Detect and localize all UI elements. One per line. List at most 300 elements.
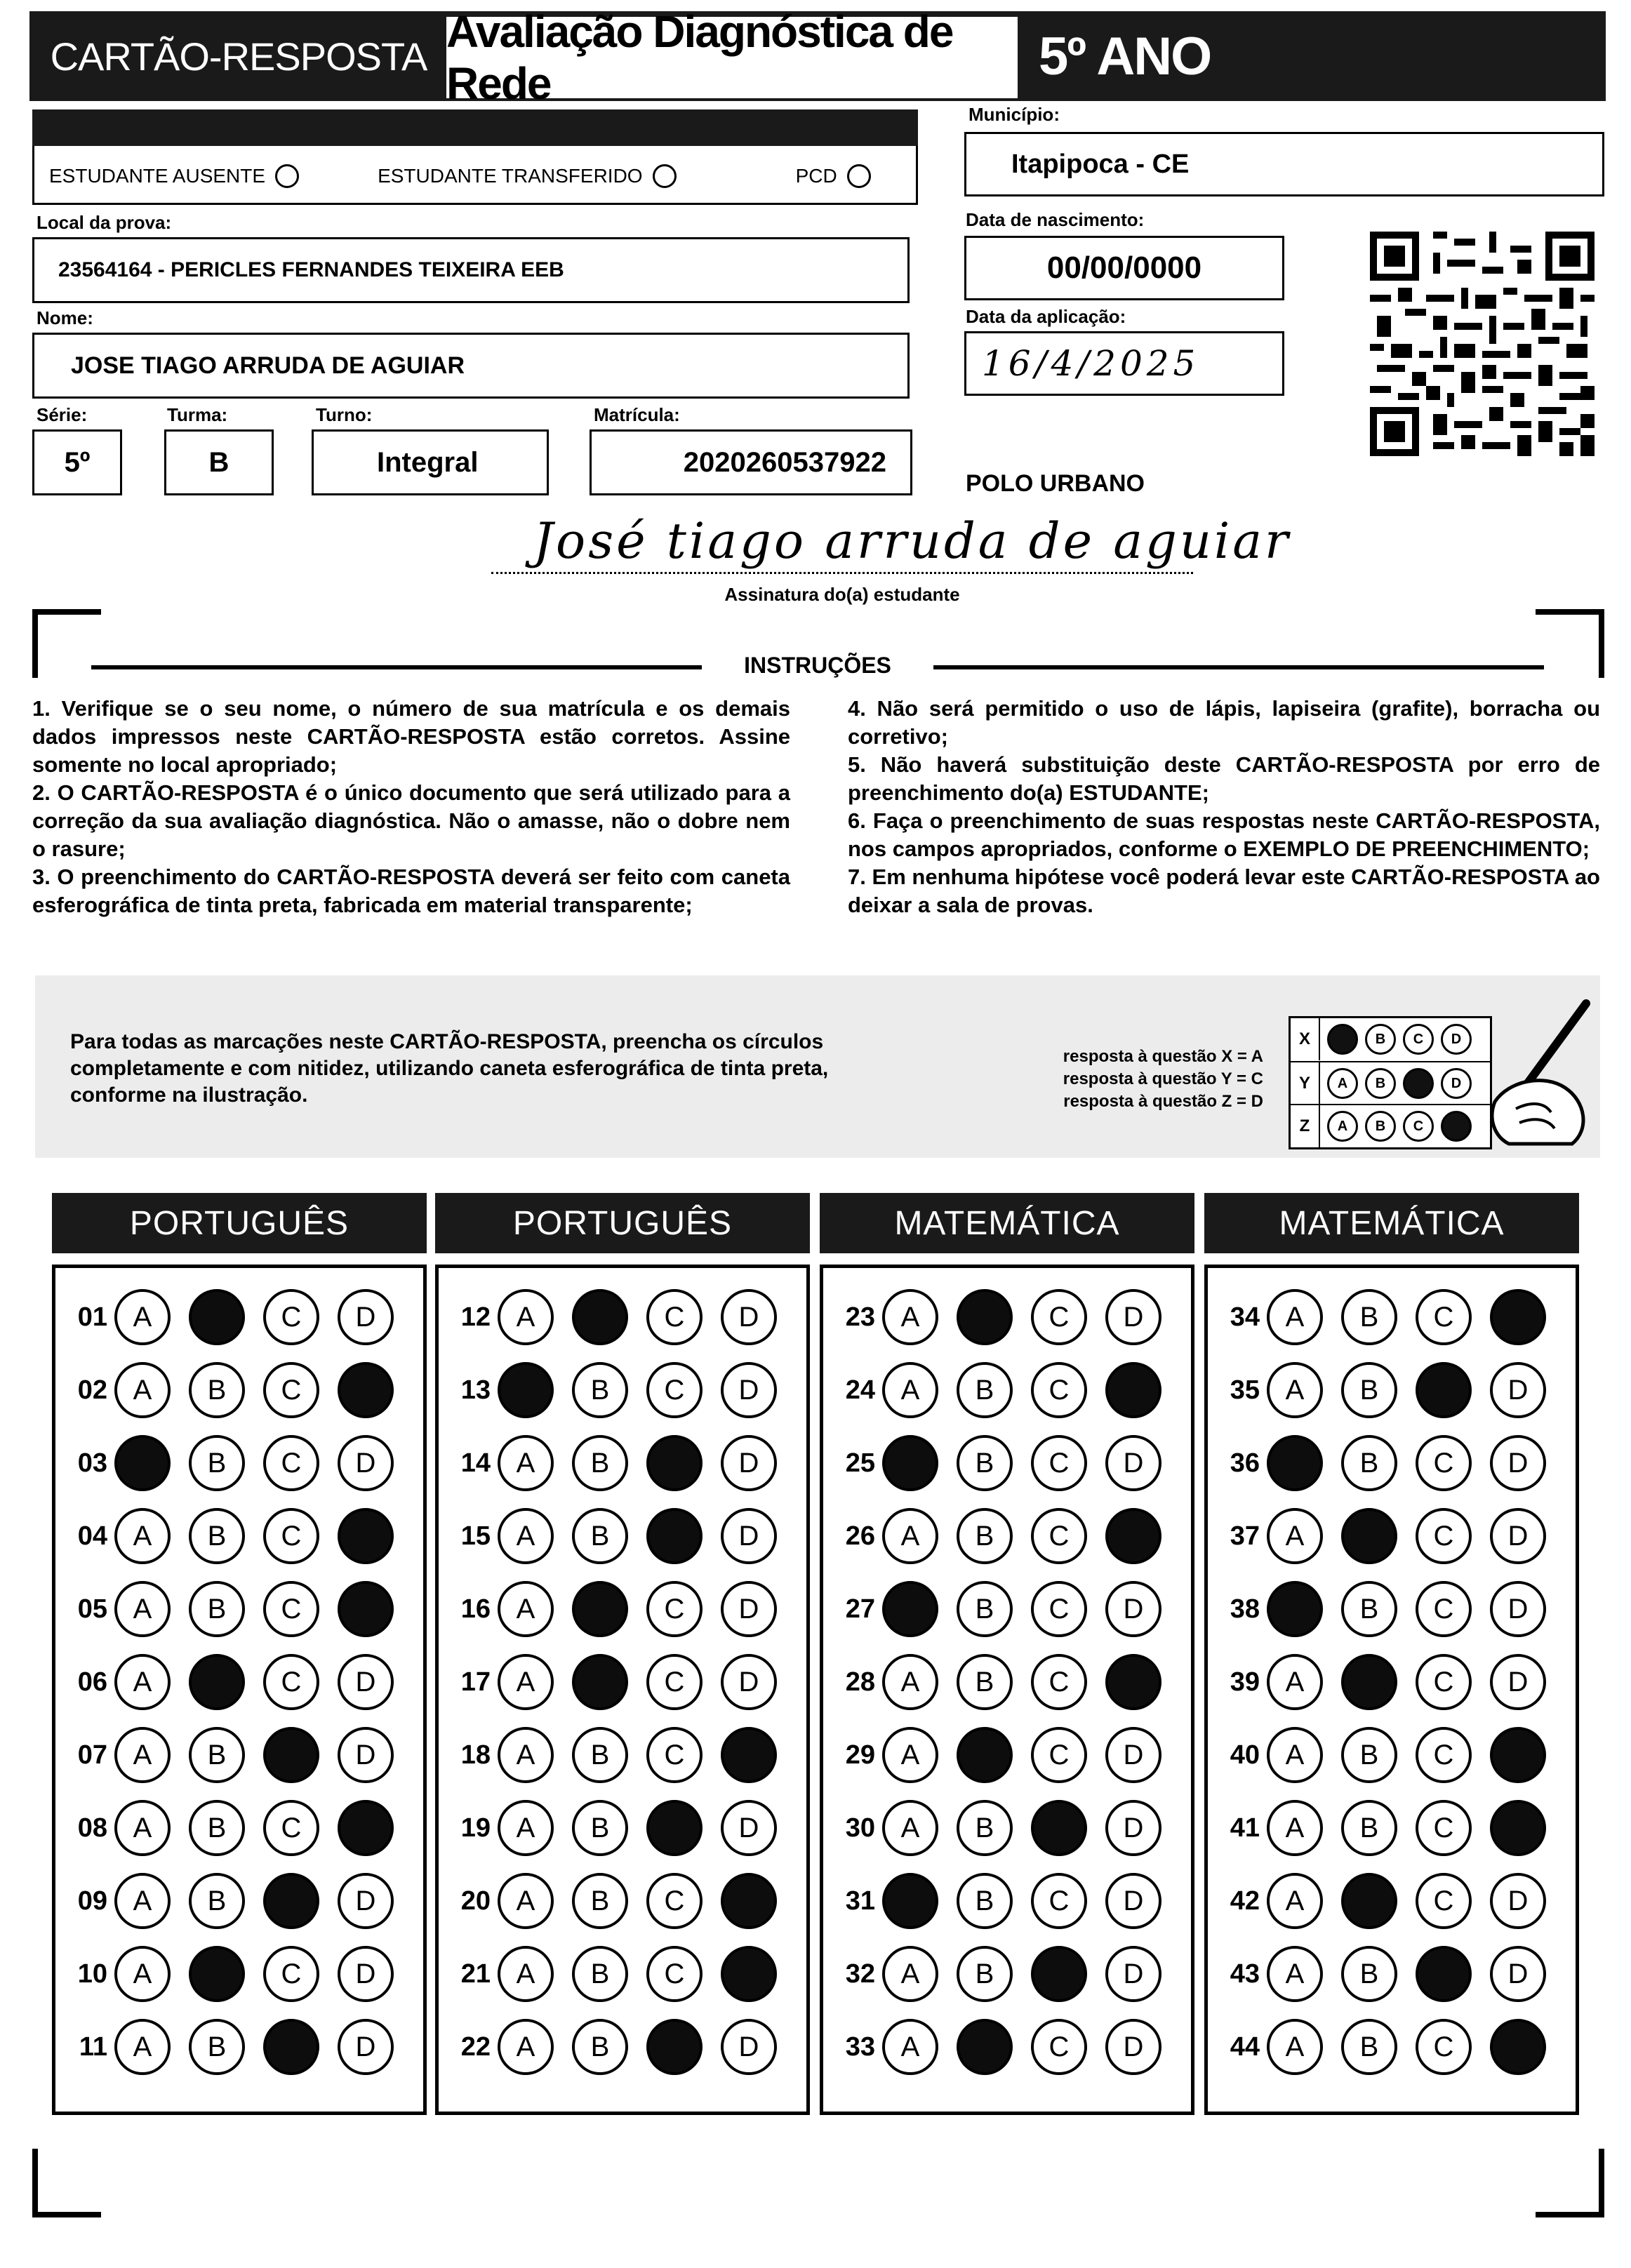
answer-bubble-a[interactable] xyxy=(1267,1727,1323,1783)
answer-bubble-a[interactable] xyxy=(114,1362,171,1418)
question-number: 27 xyxy=(845,1594,875,1624)
answer-bubble-b[interactable] xyxy=(957,1508,1013,1564)
answer-bubble-a[interactable] xyxy=(498,1654,554,1710)
answer-bubble-c[interactable] xyxy=(1031,1508,1087,1564)
bubble-letter: B xyxy=(975,1666,994,1697)
answer-bubble-d[interactable] xyxy=(338,1873,394,1929)
bubble-letter: B xyxy=(207,1520,227,1552)
answer-bubble-a[interactable] xyxy=(498,1873,554,1929)
question-row xyxy=(1208,1289,1576,1345)
answer-bubble-a[interactable] xyxy=(498,1946,554,2002)
bubble-letter: A xyxy=(133,1958,152,1989)
answer-bubble-d[interactable] xyxy=(1490,1946,1546,2002)
example-legend-item: resposta à questão Z = D xyxy=(1063,1092,1263,1111)
question-row xyxy=(439,1800,806,1856)
answer-bubble-c[interactable] xyxy=(263,1289,319,1345)
answer-bubble-d[interactable] xyxy=(1490,1435,1546,1491)
municipality-label: Município: xyxy=(968,104,1060,125)
bubble-letter: C xyxy=(281,1958,302,1989)
question-row xyxy=(439,1581,806,1637)
bubble-letter: B xyxy=(1359,1374,1379,1406)
question-number: 19 xyxy=(460,1813,491,1843)
bubble-letter: A xyxy=(516,1885,535,1916)
answer-bubble-a[interactable] xyxy=(1267,1435,1323,1491)
answer-bubble-d[interactable] xyxy=(1105,1581,1161,1637)
question-row xyxy=(1208,1654,1576,1710)
bubble-letter: D xyxy=(355,1885,376,1916)
question-number: 02 xyxy=(77,1375,107,1405)
answer-bubble-c[interactable] xyxy=(1416,2019,1472,2075)
question-number: 38 xyxy=(1230,1594,1260,1624)
answer-column xyxy=(435,1265,810,2115)
answer-bubble-b[interactable] xyxy=(1341,1654,1397,1710)
exam-location-field: 23564164 - PERICLES FERNANDES TEIXEIRA EEB xyxy=(32,237,910,303)
answer-bubble-c[interactable] xyxy=(1416,1508,1472,1564)
bubble-letter: A xyxy=(133,1812,152,1843)
answer-bubble-d[interactable] xyxy=(338,1289,394,1345)
answer-bubble-c[interactable] xyxy=(1031,1654,1087,1710)
bubble-letter: A xyxy=(900,2031,920,2062)
answer-bubble-d[interactable] xyxy=(721,1581,777,1637)
answer-bubble-b[interactable] xyxy=(957,1435,1013,1491)
bubble-letter: D xyxy=(738,1447,759,1479)
subject-header: PORTUGUÊS xyxy=(52,1193,427,1253)
class-label: Turma: xyxy=(167,404,228,425)
bubble-letter: D xyxy=(355,1958,376,1989)
question-row xyxy=(823,2019,1191,2075)
bubble-letter: A xyxy=(133,1666,152,1697)
pcd-radio[interactable] xyxy=(847,164,871,188)
bubble-letter: C xyxy=(1048,1739,1070,1770)
answer-bubble-d[interactable] xyxy=(1490,1362,1546,1418)
answer-bubble-a[interactable] xyxy=(114,1654,171,1710)
answer-bubble-d[interactable] xyxy=(338,1800,394,1856)
answer-bubble-c[interactable] xyxy=(1416,1946,1472,2002)
answer-bubble-b[interactable] xyxy=(957,1581,1013,1637)
absent-option[interactable] xyxy=(49,164,299,188)
transferred-option[interactable] xyxy=(378,164,677,188)
answer-bubble-c[interactable] xyxy=(263,1946,319,2002)
answer-bubble-c[interactable] xyxy=(263,1435,319,1491)
answer-bubble-b[interactable] xyxy=(1341,1800,1397,1856)
answer-bubble-a[interactable] xyxy=(114,1800,171,1856)
answer-bubble-d[interactable] xyxy=(1105,1435,1161,1491)
bubble-letter: D xyxy=(355,1301,376,1333)
answer-bubble-c[interactable] xyxy=(646,1873,703,1929)
answer-bubble-c[interactable] xyxy=(263,1873,319,1929)
answer-bubble-c[interactable] xyxy=(646,1435,703,1491)
answer-bubble-c[interactable] xyxy=(1416,1581,1472,1637)
pcd-option[interactable] xyxy=(796,164,871,188)
question-row xyxy=(439,1727,806,1783)
question-row xyxy=(823,1873,1191,1929)
answer-bubble-d[interactable] xyxy=(338,1654,394,1710)
bubble-letter: C xyxy=(664,1374,685,1406)
answer-bubble-d[interactable] xyxy=(1490,1581,1546,1637)
answer-bubble-a[interactable] xyxy=(114,1727,171,1783)
question-row xyxy=(439,1654,806,1710)
question-row xyxy=(55,1800,423,1856)
answer-bubble-b[interactable] xyxy=(957,2019,1013,2075)
instruction-item: 5. Não haverá substituição deste CARTÃO-RESPOSTA por erro de preenchimento do(a) ESTUDANTE; xyxy=(848,752,1600,805)
question-row xyxy=(439,1946,806,2002)
answer-bubble-b[interactable] xyxy=(572,2019,628,2075)
answer-bubble-a[interactable] xyxy=(498,1289,554,1345)
answer-bubble-a[interactable] xyxy=(1267,1362,1323,1418)
answer-bubble-b[interactable] xyxy=(189,1654,245,1710)
example-text: Para todas as marcações neste CARTÃO-RESPOSTA, preencha os círculos completamente e com nitidez, utilizando caneta esferográfica de tinta preta, conforme na ilustração. xyxy=(70,1030,829,1107)
question-number: 03 xyxy=(77,1448,107,1478)
answer-bubble-c[interactable] xyxy=(1031,1727,1087,1783)
bubble-letter: C xyxy=(281,1447,302,1479)
answer-bubble-b[interactable] xyxy=(957,1727,1013,1783)
question-number: 33 xyxy=(845,2032,875,2062)
bubble-letter: B xyxy=(1359,1593,1379,1625)
answer-bubble-c[interactable] xyxy=(1416,1435,1472,1491)
answer-bubble-a[interactable] xyxy=(882,1946,938,2002)
answer-bubble-c[interactable] xyxy=(1416,1654,1472,1710)
question-number: 41 xyxy=(1230,1813,1260,1843)
instruction-item: 4. Não será permitido o uso de lápis, lapiseira (grafite), borracha ou corretivo; xyxy=(848,696,1600,749)
bubble-letter: A xyxy=(133,1301,152,1333)
answer-bubble-d[interactable] xyxy=(338,1362,394,1418)
answer-bubble-c[interactable] xyxy=(646,1800,703,1856)
instruction-item: 7. Em nenhuma hipótese você poderá levar este CARTÃO-RESPOSTA ao deixar a sala de provas. xyxy=(848,865,1600,917)
answer-bubble-d[interactable] xyxy=(721,1873,777,1929)
answer-bubble-c[interactable] xyxy=(1031,1362,1087,1418)
answer-bubble-a[interactable] xyxy=(882,1800,938,1856)
answer-bubble-a[interactable] xyxy=(498,2019,554,2075)
answer-bubble-c[interactable] xyxy=(646,1362,703,1418)
answer-bubble-d[interactable] xyxy=(721,1435,777,1491)
answer-bubble-c[interactable] xyxy=(646,1581,703,1637)
answer-bubble-c[interactable] xyxy=(1416,1362,1472,1418)
question-number: 43 xyxy=(1230,1959,1260,1989)
subject-header: PORTUGUÊS xyxy=(435,1193,810,1253)
answer-bubble-b[interactable] xyxy=(1341,1508,1397,1564)
answer-bubble-c[interactable] xyxy=(1416,1800,1472,1856)
answer-bubble-d[interactable] xyxy=(1490,1873,1546,1929)
answer-bubble-d[interactable] xyxy=(721,1508,777,1564)
bubble-letter: B xyxy=(207,2031,227,2062)
answer-bubble-a[interactable] xyxy=(1267,1289,1323,1345)
answer-bubble-c[interactable] xyxy=(1031,1435,1087,1491)
answer-bubble-d[interactable] xyxy=(1490,1654,1546,1710)
absent-label: ESTUDANTE AUSENTE xyxy=(49,165,266,187)
bubble-letter: B xyxy=(975,1447,994,1479)
absent-radio[interactable] xyxy=(275,164,299,188)
answer-bubble-b[interactable] xyxy=(957,1289,1013,1345)
signature-line xyxy=(491,572,1193,574)
answer-bubble-c[interactable] xyxy=(263,2019,319,2075)
answer-bubble-b[interactable] xyxy=(1341,2019,1397,2075)
answer-bubble-a[interactable] xyxy=(882,1508,938,1564)
shift-field: Integral xyxy=(312,429,549,495)
answer-bubble-c[interactable] xyxy=(263,1654,319,1710)
example-bubble-d: D xyxy=(1441,1024,1472,1055)
enrollment-label: Matrícula: xyxy=(594,404,680,425)
question-number: 36 xyxy=(1230,1448,1260,1478)
answer-bubble-a[interactable] xyxy=(882,2019,938,2075)
bubble-letter: C xyxy=(1048,1666,1070,1697)
answer-bubble-b[interactable] xyxy=(957,1800,1013,1856)
bubble-letter: A xyxy=(516,1593,535,1625)
answer-bubble-c[interactable] xyxy=(646,1289,703,1345)
bubble-letter: A xyxy=(1285,1885,1305,1916)
answer-bubble-b[interactable] xyxy=(572,1435,628,1491)
answer-bubble-b[interactable] xyxy=(1341,1946,1397,2002)
answer-bubble-c[interactable] xyxy=(646,1508,703,1564)
bubble-letter: D xyxy=(1123,1958,1144,1989)
answer-bubble-a[interactable] xyxy=(498,1581,554,1637)
question-row xyxy=(823,1362,1191,1418)
corner-mark-bottom-left xyxy=(32,2149,101,2217)
answer-bubble-a[interactable] xyxy=(882,1873,938,1929)
answer-bubble-c[interactable] xyxy=(1031,1581,1087,1637)
answer-bubble-c[interactable] xyxy=(263,1508,319,1564)
example-bubble-a: A xyxy=(1327,1024,1358,1055)
name-label: Nome: xyxy=(36,307,93,328)
answer-bubble-b[interactable] xyxy=(189,1873,245,1929)
answer-bubble-b[interactable] xyxy=(1341,1581,1397,1637)
example-row xyxy=(1291,1104,1490,1147)
question-row xyxy=(823,1727,1191,1783)
bubble-letter: A xyxy=(133,1520,152,1552)
answer-bubble-c[interactable] xyxy=(1416,1727,1472,1783)
answer-bubble-d[interactable] xyxy=(721,1800,777,1856)
question-row xyxy=(55,1946,423,2002)
answer-bubble-a[interactable] xyxy=(114,1946,171,2002)
shift-label: Turno: xyxy=(316,404,373,425)
answer-bubble-d[interactable] xyxy=(1105,1800,1161,1856)
bubble-letter: C xyxy=(281,1666,302,1697)
answer-bubble-a[interactable] xyxy=(1267,1873,1323,1929)
answer-bubble-b[interactable] xyxy=(1341,1727,1397,1783)
answer-bubble-a[interactable] xyxy=(498,1435,554,1491)
question-row xyxy=(823,1946,1191,2002)
answer-bubble-d[interactable] xyxy=(1490,1800,1546,1856)
answer-bubble-c[interactable] xyxy=(263,1800,319,1856)
answer-bubble-b[interactable] xyxy=(189,2019,245,2075)
answer-bubble-c[interactable] xyxy=(1031,2019,1087,2075)
answer-bubble-b[interactable] xyxy=(189,1581,245,1637)
answer-bubble-a[interactable] xyxy=(882,1289,938,1345)
example-row xyxy=(1291,1018,1490,1060)
answer-bubble-a[interactable] xyxy=(114,1289,171,1345)
bubble-letter: B xyxy=(975,1885,994,1916)
answer-bubble-a[interactable] xyxy=(1267,1654,1323,1710)
answer-column xyxy=(52,1265,427,2115)
bubble-letter: D xyxy=(1507,1958,1529,1989)
answer-bubble-b[interactable] xyxy=(189,1435,245,1491)
bubble-letter: A xyxy=(1285,1812,1305,1843)
answer-bubble-c[interactable] xyxy=(1416,1873,1472,1929)
answer-bubble-d[interactable] xyxy=(1490,1727,1546,1783)
example-bubble-b: B xyxy=(1365,1111,1396,1142)
answer-bubble-d[interactable] xyxy=(721,1362,777,1418)
question-number: 14 xyxy=(460,1448,491,1478)
answer-bubble-d[interactable] xyxy=(721,2019,777,2075)
example-legend-item: resposta à questão Y = C xyxy=(1063,1069,1263,1088)
answer-bubble-d[interactable] xyxy=(1105,1289,1161,1345)
answer-bubble-d[interactable] xyxy=(1105,1946,1161,2002)
answer-bubble-a[interactable] xyxy=(882,1654,938,1710)
answer-bubble-b[interactable] xyxy=(572,1508,628,1564)
answer-bubble-a[interactable] xyxy=(114,1873,171,1929)
answer-bubble-b[interactable] xyxy=(189,1362,245,1418)
answer-bubble-b[interactable] xyxy=(1341,1435,1397,1491)
bubble-letter: A xyxy=(1285,1520,1305,1552)
answer-bubble-b[interactable] xyxy=(572,1946,628,2002)
answer-bubble-d[interactable] xyxy=(338,1435,394,1491)
bubble-letter: D xyxy=(738,1812,759,1843)
answer-bubble-d[interactable] xyxy=(1490,1508,1546,1564)
answer-bubble-d[interactable] xyxy=(338,1581,394,1637)
answer-bubble-b[interactable] xyxy=(572,1800,628,1856)
answer-bubble-c[interactable] xyxy=(1031,1289,1087,1345)
answer-bubble-d[interactable] xyxy=(721,1727,777,1783)
student-signature[interactable]: José tiago arruda de aguiar xyxy=(533,512,1291,570)
answer-bubble-c[interactable] xyxy=(646,1727,703,1783)
answer-bubble-c[interactable] xyxy=(1031,1800,1087,1856)
answer-bubble-b[interactable] xyxy=(957,1873,1013,1929)
answer-bubble-a[interactable] xyxy=(114,1508,171,1564)
answer-bubble-d[interactable] xyxy=(1105,1362,1161,1418)
answer-bubble-c[interactable] xyxy=(1416,1289,1472,1345)
answer-bubble-b[interactable] xyxy=(189,1289,245,1345)
question-row xyxy=(823,1435,1191,1491)
bubble-letter: A xyxy=(900,1812,920,1843)
example-bubble-b: B xyxy=(1365,1024,1396,1055)
answer-bubble-b[interactable] xyxy=(957,1362,1013,1418)
answer-bubble-b[interactable] xyxy=(572,1727,628,1783)
question-number: 16 xyxy=(460,1594,491,1624)
bubble-letter: C xyxy=(664,1885,685,1916)
answer-bubble-b[interactable] xyxy=(572,1581,628,1637)
bubble-letter: C xyxy=(1048,1374,1070,1406)
bubble-letter: C xyxy=(281,1520,302,1552)
bubble-letter: C xyxy=(281,1593,302,1625)
answer-bubble-c[interactable] xyxy=(1031,1946,1087,2002)
question-number: 25 xyxy=(845,1448,875,1478)
answer-bubble-a[interactable] xyxy=(882,1581,938,1637)
answer-bubble-b[interactable] xyxy=(572,1289,628,1345)
example-bubble-a: A xyxy=(1327,1068,1358,1099)
answer-bubble-d[interactable] xyxy=(1105,1654,1161,1710)
answer-bubble-b[interactable] xyxy=(957,1946,1013,2002)
corner-mark-top-right xyxy=(1536,609,1604,678)
grade-title: 5º ANO xyxy=(1039,26,1211,86)
answer-bubble-d[interactable] xyxy=(338,1508,394,1564)
answer-bubble-d[interactable] xyxy=(721,1654,777,1710)
answer-bubble-a[interactable] xyxy=(498,1800,554,1856)
transferred-radio[interactable] xyxy=(653,164,677,188)
application-date-field[interactable]: 16/4/2025 xyxy=(964,331,1284,396)
bubble-letter: D xyxy=(355,1739,376,1770)
question-row xyxy=(823,1289,1191,1345)
answer-bubble-d[interactable] xyxy=(338,2019,394,2075)
bubble-letter: A xyxy=(1285,2031,1305,2062)
answer-bubble-d[interactable] xyxy=(1490,1289,1546,1345)
question-row xyxy=(1208,1435,1576,1491)
question-number: 10 xyxy=(77,1959,107,1989)
bubble-letter: D xyxy=(1507,1593,1529,1625)
answer-bubble-a[interactable] xyxy=(114,1581,171,1637)
answer-bubble-b[interactable] xyxy=(1341,1362,1397,1418)
answer-bubble-a[interactable] xyxy=(1267,1800,1323,1856)
answer-bubble-c[interactable] xyxy=(646,1946,703,2002)
answer-bubble-a[interactable] xyxy=(1267,1508,1323,1564)
answer-bubble-c[interactable] xyxy=(263,1727,319,1783)
bubble-letter: A xyxy=(516,1301,535,1333)
answer-column xyxy=(820,1265,1194,2115)
answer-bubble-d[interactable] xyxy=(1105,1873,1161,1929)
answer-bubble-d[interactable] xyxy=(1105,1508,1161,1564)
answer-bubble-a[interactable] xyxy=(498,1727,554,1783)
answer-bubble-c[interactable] xyxy=(263,1581,319,1637)
answer-bubble-a[interactable] xyxy=(498,1362,554,1418)
answer-bubble-a[interactable] xyxy=(1267,1581,1323,1637)
answer-bubble-c[interactable] xyxy=(646,2019,703,2075)
answer-bubble-d[interactable] xyxy=(1105,2019,1161,2075)
answer-bubble-a[interactable] xyxy=(882,1435,938,1491)
answer-bubble-a[interactable] xyxy=(882,1727,938,1783)
answer-bubble-b[interactable] xyxy=(957,1654,1013,1710)
answer-bubble-a[interactable] xyxy=(114,2019,171,2075)
question-row xyxy=(1208,1873,1576,1929)
birth-date-field: 00/00/0000 xyxy=(964,236,1284,300)
answer-bubble-a[interactable] xyxy=(1267,1946,1323,2002)
answer-bubble-c[interactable] xyxy=(263,1362,319,1418)
answer-bubble-a[interactable] xyxy=(498,1508,554,1564)
question-number: 39 xyxy=(1230,1667,1260,1697)
bubble-letter: D xyxy=(1123,1447,1144,1479)
example-bubble-c: C xyxy=(1403,1024,1434,1055)
bubble-letter: D xyxy=(355,1447,376,1479)
answer-bubble-c[interactable] xyxy=(1031,1873,1087,1929)
bubble-letter: D xyxy=(1507,1374,1529,1406)
answer-bubble-b[interactable] xyxy=(189,1727,245,1783)
answer-bubble-c[interactable] xyxy=(646,1654,703,1710)
bubble-letter: B xyxy=(207,1447,227,1479)
answer-bubble-d[interactable] xyxy=(721,1289,777,1345)
answer-bubble-d[interactable] xyxy=(1105,1727,1161,1783)
answer-bubble-a[interactable] xyxy=(1267,2019,1323,2075)
bubble-letter: A xyxy=(1285,1666,1305,1697)
card-title: CARTÃO-RESPOSTA xyxy=(50,34,427,79)
answer-bubble-d[interactable] xyxy=(1490,2019,1546,2075)
answer-bubble-b[interactable] xyxy=(1341,1873,1397,1929)
answer-bubble-b[interactable] xyxy=(1341,1289,1397,1345)
answer-bubble-d[interactable] xyxy=(338,1946,394,2002)
answer-bubble-b[interactable] xyxy=(189,1508,245,1564)
answer-bubble-b[interactable] xyxy=(572,1654,628,1710)
bubble-letter: C xyxy=(1048,1593,1070,1625)
question-row xyxy=(823,1800,1191,1856)
bubble-letter: C xyxy=(1433,1812,1454,1843)
answer-bubble-b[interactable] xyxy=(189,1946,245,2002)
answer-bubble-d[interactable] xyxy=(338,1727,394,1783)
answer-bubble-d[interactable] xyxy=(721,1946,777,2002)
answer-bubble-b[interactable] xyxy=(572,1362,628,1418)
answer-bubble-a[interactable] xyxy=(882,1362,938,1418)
answer-bubble-b[interactable] xyxy=(572,1873,628,1929)
signature-label: Assinatura do(a) estudante xyxy=(724,584,960,605)
answer-bubble-b[interactable] xyxy=(189,1800,245,1856)
answer-bubble-a[interactable] xyxy=(114,1435,171,1491)
subject-header: MATEMÁTICA xyxy=(820,1193,1194,1253)
instructions-right xyxy=(848,695,1600,919)
